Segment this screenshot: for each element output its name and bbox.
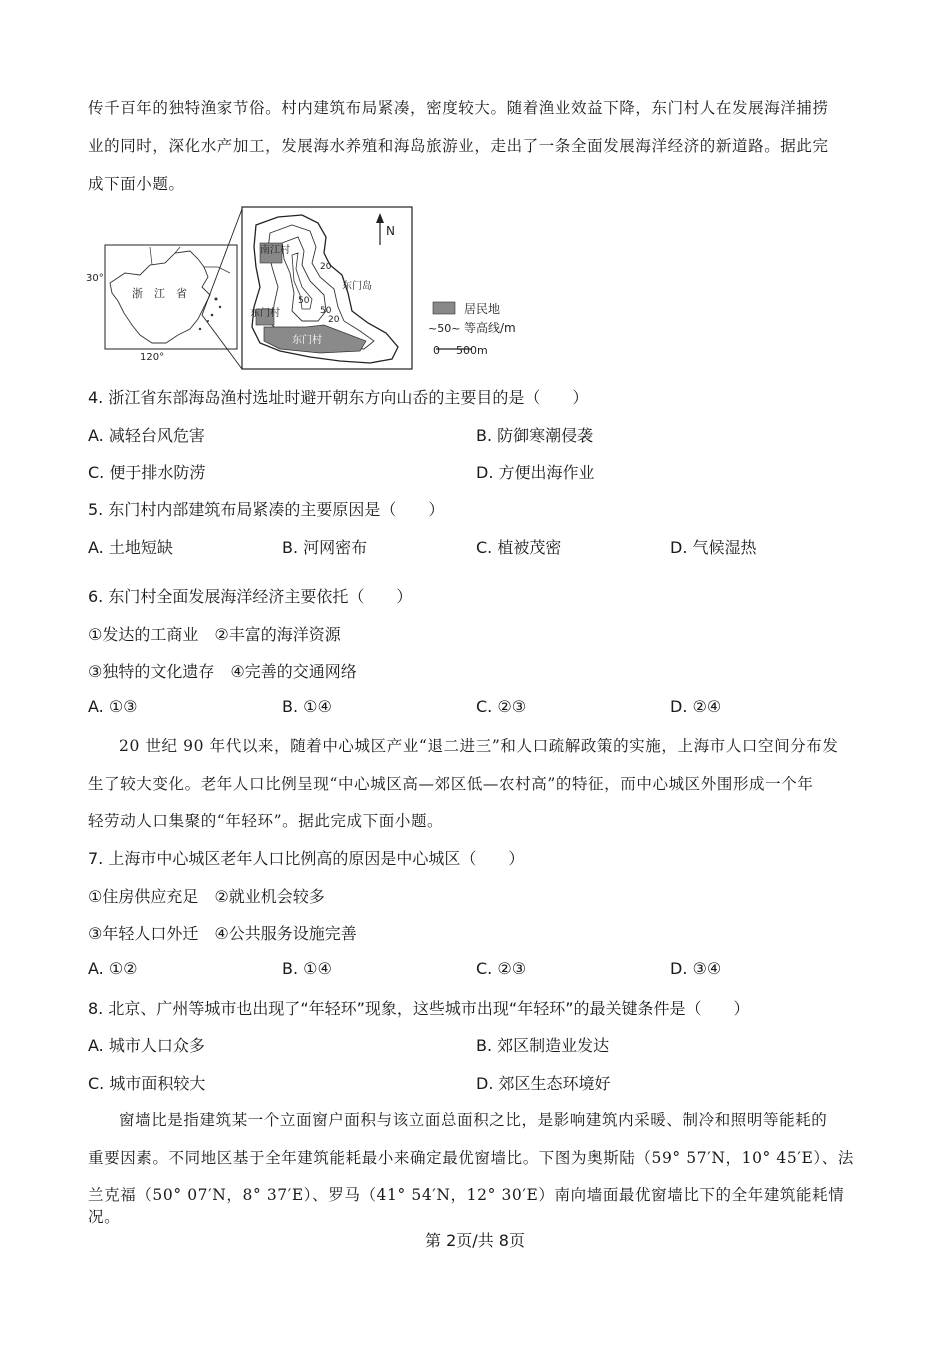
legend-contour-symbol: ~50~ [428, 322, 461, 335]
island-detail-map [242, 207, 412, 369]
q4-option-c[interactable]: C. 便于排水防涝 [88, 463, 206, 482]
q7-option-a[interactable]: A. ①② [88, 959, 138, 978]
q4-option-b[interactable]: B. 防御寒潮侵袭 [476, 426, 594, 445]
contour-label-50: 50 [298, 296, 310, 306]
passage3-line-1: 窗墙比是指建筑某一个立面窗户面积与该立面总面积之比，是影响建筑内采暖、制冷和照明等能耗的 [119, 1111, 828, 1129]
intro-line-3: 成下面小题。 [88, 175, 185, 193]
q7-stem: 7. 上海市中心城区老年人口比例高的原因是中心城区（ ） [88, 849, 525, 868]
q5-option-d[interactable]: D. 气候湿热 [670, 538, 757, 557]
q6-option-d[interactable]: D. ②④ [670, 697, 722, 716]
contour-label-20b: 20 [328, 315, 340, 325]
q7-option-c[interactable]: C. ②③ [476, 959, 527, 978]
q8-option-c[interactable]: C. 城市面积较大 [88, 1074, 206, 1093]
q6-items-2: ③独特的文化遗存 ④完善的交通网络 [88, 662, 357, 681]
intro-line-2: 业的同时，深化水产加工，发展海水养殖和海岛旅游业，走出了一条全面发展海洋经济的新道路。据此完 [88, 137, 829, 155]
q5-option-a[interactable]: A. 土地短缺 [88, 538, 173, 557]
q6-option-a[interactable]: A. ①③ [88, 697, 138, 716]
north-label: N [386, 224, 395, 238]
q5-stem: 5. 东门村内部建筑布局紧凑的主要原因是（ ） [88, 500, 445, 519]
q7-items-1: ①住房供应充足 ②就业机会较多 [88, 887, 325, 906]
island-map-figure [80, 203, 516, 373]
q6-items-1: ①发达的工商业 ②丰富的海洋资源 [88, 625, 341, 644]
q8-option-b[interactable]: B. 郊区制造业发达 [476, 1036, 610, 1055]
map-legend [428, 301, 516, 357]
passage2-line-1: 20 世纪 90 年代以来，随着中心城区产业“退二进三”和人口疏解政策的实施，上海市人口空间分布发 [119, 737, 839, 755]
legend-residential-label: 居民地 [464, 302, 501, 316]
intro-line-1: 传千百年的独特渔家节俗。村内建筑布局紧凑，密度较大。随着渔业效益下降，东门村人在发展海洋捕捞 [88, 99, 829, 117]
east-village-label: 东门村 [250, 308, 280, 319]
legend-contour-label: 等高线/m [464, 321, 516, 335]
q4-stem: 4. 浙江省东部海岛渔村选址时避开朝东方向山岙的主要目的是（ ） [88, 388, 589, 407]
q8-stem: 8. 北京、广州等城市也出现了“年轻环”现象，这些城市出现“年轻环”的最关键条件是（ ） [88, 999, 750, 1018]
q6-option-b[interactable]: B. ①④ [282, 697, 332, 716]
q6-option-c[interactable]: C. ②③ [476, 697, 527, 716]
inset-lon-label: 120° [140, 352, 165, 363]
q5-option-b[interactable]: B. 河网密布 [282, 538, 368, 557]
inset-lat-label: 30° [86, 273, 104, 284]
inset-province-label: 浙 江 省 [132, 287, 187, 300]
passage3-line-3: 兰克福（50° 07′N，8° 37′E）、罗马（41° 54′N，12° 30′E）南向墙面最优窗墙比下的全年建筑能耗情况。 [88, 1186, 845, 1226]
page-footer: 第 2页/共 8页 [425, 1231, 525, 1250]
scale-length: 500m [456, 344, 488, 357]
q7-option-d[interactable]: D. ③④ [670, 959, 722, 978]
q7-items-2: ③年轻人口外迁 ④公共服务设施完善 [88, 924, 357, 943]
q4-option-d[interactable]: D. 方便出海作业 [476, 463, 595, 482]
q5-option-c[interactable]: C. 植被茂密 [476, 538, 562, 557]
nanjiang-village-label: 南江村 [260, 245, 290, 256]
contour-label-20: 20 [320, 262, 332, 272]
q7-option-b[interactable]: B. ①④ [282, 959, 332, 978]
passage3-line-2: 重要因素。不同地区基于全年建筑能耗最小来确定最优窗墙比。下图为奥斯陆（59° 57′N，10° 45′E）、法 [88, 1149, 854, 1167]
q4-option-a[interactable]: A. 减轻台风危害 [88, 426, 205, 445]
passage2-line-3: 轻劳动人口集聚的“年轻环”。据此完成下面小题。 [88, 812, 444, 830]
q6-stem: 6. 东门村全面发展海洋经济主要依托（ ） [88, 587, 413, 606]
contour-label-50b: 50 [320, 306, 332, 316]
inset-map [86, 209, 242, 369]
scale-zero: 0 [433, 344, 440, 357]
dongmen-island-label: 东门岛 [342, 281, 372, 292]
passage2-line-2: 生了较大变化。老年人口比例呈现“中心城区高—郊区低—农村高”的特征，而中心城区外围形成一个年 [88, 775, 814, 793]
q8-option-a[interactable]: A. 城市人口众多 [88, 1036, 205, 1055]
q8-option-d[interactable]: D. 郊区生态环境好 [476, 1074, 611, 1093]
dongmen-village-label: 东门村 [292, 335, 322, 346]
